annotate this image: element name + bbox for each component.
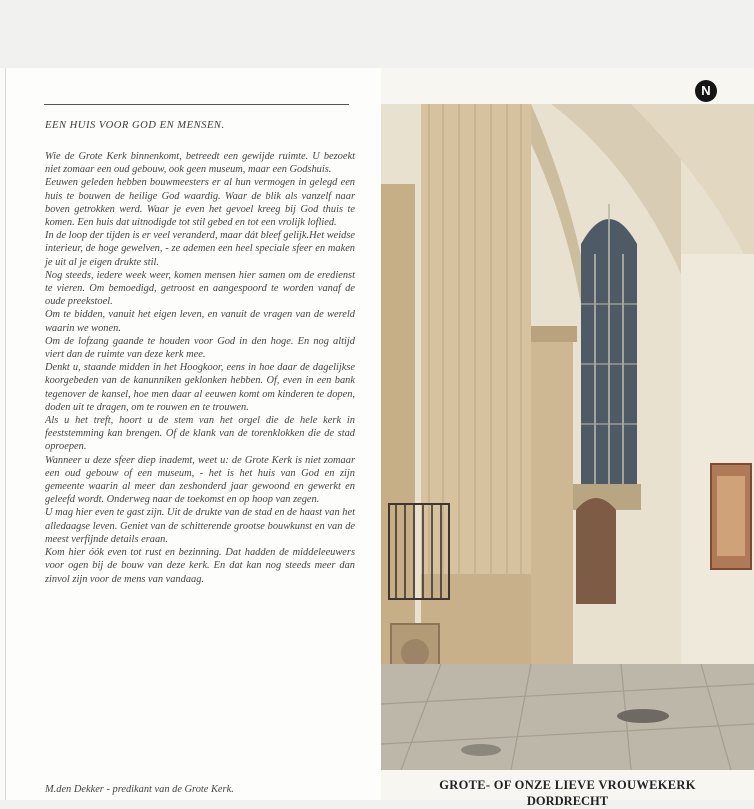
paragraph: Om de lofzang gaande te houden voor God in den hoge. En nog altijd viert dan de ruimte van deze kerk mee. <box>45 335 355 361</box>
paragraph: Wanneer u deze sfeer diep inademt, weet u: de Grote Kerk is niet zomaar een oud gebouw of een museum, - het is het huis van God en zijn gemeente waarin al meer dan zeshonderd jaar gewoond en gewerkt en geleefd wordt. Onderweg naar de toekomst en op hoop van zegen. <box>45 454 355 506</box>
paragraph: Denkt u, staande midden in het Hoogkoor, eens in hoe daar de dagelijkse koorgebeden van de kanunniken geklonken hebben. Of, even in een bank tegenover de kansel, hoe men daar al eeuwen komt om kinderen te dopen, doden uit te dragen, om te rouwen en te trouwen. <box>45 362 355 413</box>
photo-caption: GROTE- OF ONZE LIEVE VROUWEKERK <box>439 778 696 792</box>
top-rule <box>44 104 349 105</box>
paragraph: Nog steeds, iedere week weer, komen mensen hier samen om de eredienst te vieren. Om bemoedigd, getroost en aangespoord te worden vanaf de oude preekstoel. <box>45 269 355 308</box>
paragraph: Kom hier óók even tot rust en bezinning. Dat hadden de middeleeuwers voor ogen bij de bouw van deze kerk. En dat kan nog steeds meer dan zinvol zijn voor de mens van vandaag. <box>45 547 355 585</box>
body-text <box>45 150 355 586</box>
church-interior-image <box>381 104 754 770</box>
photo-caption-continued: DORDRECHT <box>526 794 609 808</box>
paragraph: Als u het treft, hoort u de stem van het orgel die de hele kerk in feeststemming kan brengen. Of de klank van de torenklokken die de stad oproepen. <box>45 415 355 453</box>
section-heading: EEN HUIS VOOR GOD EN MENSEN. <box>45 120 225 131</box>
north-badge: N <box>695 80 717 102</box>
paragraph: Om te bidden, vanuit het eigen leven, en vanuit de vragen van de wereld waarin we wonen. <box>45 309 355 334</box>
text-panel <box>5 68 381 800</box>
paragraph: Eeuwen geleden hebben bouwmeesters er al hun vermogen in gelegd een huis te bouwen de heilige God waardig. Waar de blik als vanzelf naar boven getrokken werd. Waar je even het gevoel kreeg bij God thuis te komen. Een huis dat uitnodigde tot stil gebed en tot een vrolijk loflied. <box>45 177 355 229</box>
paragraph: U mag hier even te gast zijn. Uit de drukte van de stad en de haast van het alledaagse leven. Geniet van de schitterende grootse bouwkunst en van de meest verfijnde details eraan. <box>45 507 355 545</box>
signature: M.den Dekker - predikant van de Grote Kerk. <box>45 784 234 795</box>
paragraph: Wie de Grote Kerk binnenkomt, betreedt een gewijde ruimte. U bezoekt niet zomaar een oud gebouw, ook geen museum, maar een Godshuis. <box>45 151 355 176</box>
paragraph: In de loop der tijden is er veel veranderd, maar dát bleef gelijk.Het weidse interieur, de hoge gewelven, - ze ademen een heel speciale sfeer en maken je uit al je eigen drukte stil. <box>45 230 355 268</box>
